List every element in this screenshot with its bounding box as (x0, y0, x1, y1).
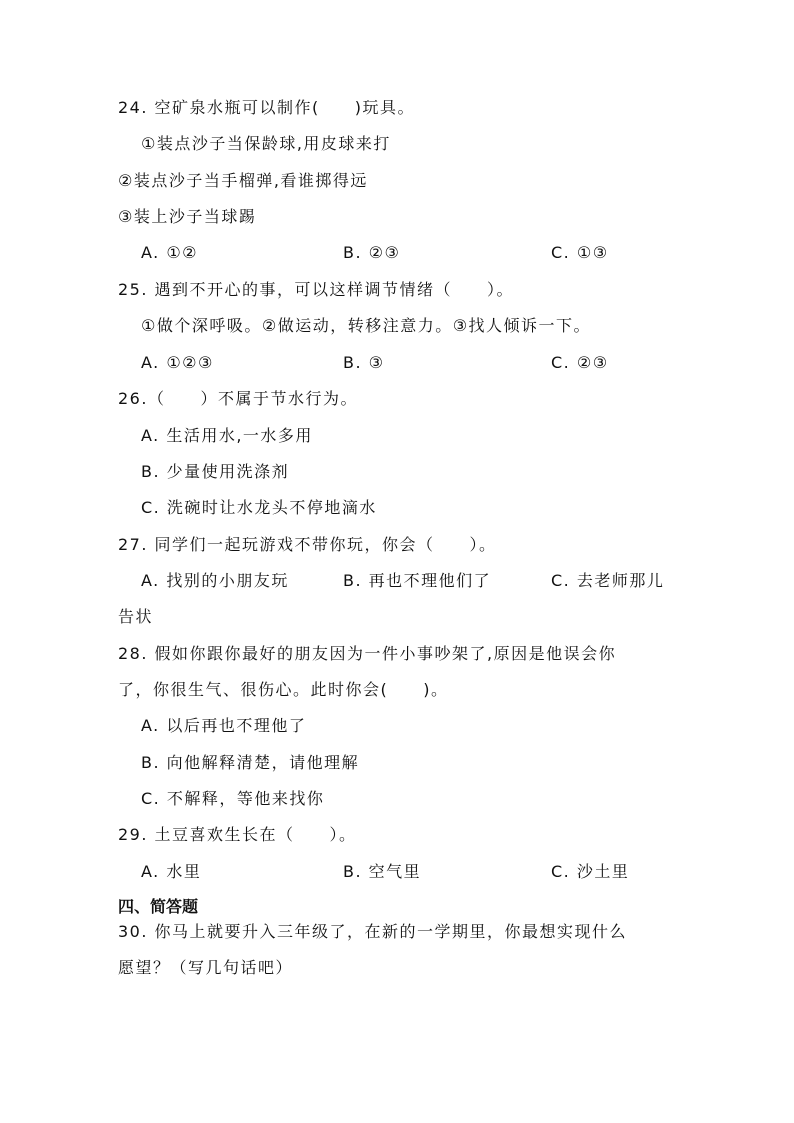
question-25-stem: 25. 遇到不开心的事，可以这样调节情绪（ ）。 (118, 280, 515, 299)
question-26-option-a: A. 生活用水,一水多用 (141, 426, 313, 445)
question-26-option-c: C. 洗碗时让水龙头不停地滴水 (141, 498, 377, 517)
question-29-stem: 29. 土豆喜欢生长在（ ）。 (118, 825, 357, 844)
question-29-option-a: A. 水里 (141, 862, 202, 881)
question-29-option-c: C. 沙土里 (551, 862, 630, 881)
question-25-option-b: B. ③ (343, 353, 385, 372)
question-25-item-1: ①做个深呼吸。②做运动，转移注意力。③找人倾诉一下。 (141, 316, 592, 335)
question-27-option-b: B. 再也不理他们了 (343, 571, 492, 590)
question-27-option-c: C. 去老师那儿 (551, 571, 665, 590)
question-24-item-1: ①装点沙子当保龄球,用皮球来打 (141, 134, 391, 153)
question-24-option-b: B. ②③ (343, 243, 401, 262)
question-26-stem: 26.（ ）不属于节水行为。 (118, 389, 358, 408)
question-30-stem-line-2: 愿望？（写几句话吧） (118, 958, 294, 977)
question-25-option-c: C. ②③ (551, 353, 609, 372)
question-25-option-a: A. ①②③ (141, 353, 214, 372)
question-28-option-b: B. 向他解释清楚，请他理解 (141, 753, 360, 772)
section-4-title: 四、简答题 (118, 897, 199, 916)
question-27-option-c-continuation: 告状 (118, 607, 154, 626)
question-24-item-2: ②装点沙子当手榴弹,看谁掷得远 (118, 171, 368, 190)
question-28-option-c: C. 不解释，等他来找你 (141, 789, 325, 808)
question-24-stem: 24. 空矿泉水瓶可以制作( )玩具。 (118, 98, 416, 117)
question-30-stem-line-1: 30. 你马上就要升入三年级了，在新的一学期里，你最想实现什么 (118, 922, 628, 941)
question-28-stem-line-2: 了，你很生气、很伤心。此时你会( )。 (118, 680, 449, 699)
question-24-option-c: C. ①③ (551, 243, 609, 262)
question-28-stem-line-1: 28. 假如你跟你最好的朋友因为一件小事吵架了,原因是他误会你 (118, 644, 617, 663)
question-27-stem: 27. 同学们一起玩游戏不带你玩，你会（ ）。 (118, 535, 497, 554)
question-24-option-a: A. ①② (141, 243, 199, 262)
question-26-option-b: B. 少量使用洗涤剂 (141, 462, 290, 481)
question-27-option-a: A. 找别的小朋友玩 (141, 571, 289, 590)
question-28-option-a: A. 以后再也不理他了 (141, 716, 307, 735)
question-24-item-3: ③装上沙子当球踢 (118, 207, 257, 226)
question-29-option-b: B. 空气里 (343, 862, 422, 881)
